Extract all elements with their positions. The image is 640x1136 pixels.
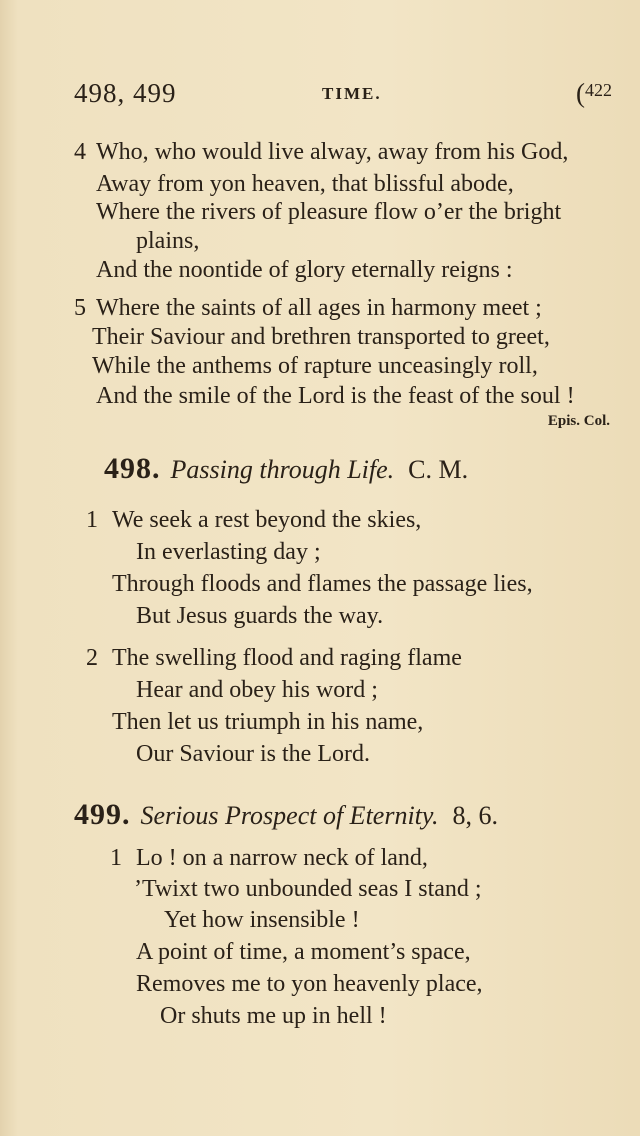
verse-line: Where the saints of all ages in harmony meet ; <box>96 295 542 321</box>
verse-line: A point of time, a moment’s space, <box>136 939 471 965</box>
hymn-number: 498. <box>104 452 161 485</box>
hymn-meter: 8, 6. <box>452 801 498 830</box>
verse-line: Hear and obey his word ; <box>136 677 378 703</box>
verse-line: Where the rivers of pleasure flow o’er the bright <box>96 199 562 225</box>
verse-line: In everlasting day ; <box>136 539 321 565</box>
hymn-title: Serious Prospect of Eternity. <box>140 801 439 830</box>
verse-line: Yet how insensible ! <box>164 907 360 933</box>
verse-line: And the smile of the Lord is the feast of the soul ! <box>96 383 575 409</box>
verse-line: Removes me to yon heavenly place, <box>136 971 483 997</box>
verse-number: 2 <box>86 645 98 671</box>
page-number: 422 <box>585 80 612 100</box>
verse-line: Who, who would live alway, away from his God, <box>96 139 569 165</box>
page-paren: ( <box>576 78 585 108</box>
verse-number: 5 <box>74 295 86 321</box>
verse-line: The swelling flood and raging flame <box>112 645 462 671</box>
hymn-range: 498, 499 <box>74 78 177 108</box>
hymn-title: Passing through Life. <box>170 455 395 484</box>
verse-number: 1 <box>86 507 98 533</box>
attribution: Epis. Col. <box>547 413 610 429</box>
verse-line: plains, <box>136 228 200 254</box>
hymn-number: 499. <box>74 798 131 831</box>
verse-line: And the noontide of glory eternally reigns : <box>96 257 513 283</box>
verse-line: While the anthems of rapture unceasingly roll, <box>92 353 538 379</box>
verse-line: Their Saviour and brethren transported to greet, <box>92 324 550 350</box>
hymn-heading <box>74 798 498 837</box>
section-title: TIME. <box>322 84 382 103</box>
verse-line: Our Saviour is the Lord. <box>136 741 370 767</box>
verse-line: ’Twixt two unbounded seas I stand ; <box>134 876 482 902</box>
verse-line: But Jesus guards the way. <box>136 603 384 629</box>
verse-number: 4 <box>74 139 86 165</box>
verse-line: Away from yon heaven, that blissful abode, <box>96 171 514 197</box>
verse-line: Or shuts me up in hell ! <box>160 1003 387 1029</box>
verse-number: 1 <box>110 845 122 871</box>
hymn-heading <box>104 452 468 491</box>
running-header <box>74 78 612 112</box>
page-number-block <box>576 78 612 109</box>
verse-line: Through floods and flames the passage lies, <box>112 571 533 597</box>
verse-line: Lo ! on a narrow neck of land, <box>136 845 428 871</box>
verse-line: We seek a rest beyond the skies, <box>112 507 422 533</box>
hymn-meter: C. M. <box>408 455 469 484</box>
verse-line: Then let us triumph in his name, <box>112 709 424 735</box>
